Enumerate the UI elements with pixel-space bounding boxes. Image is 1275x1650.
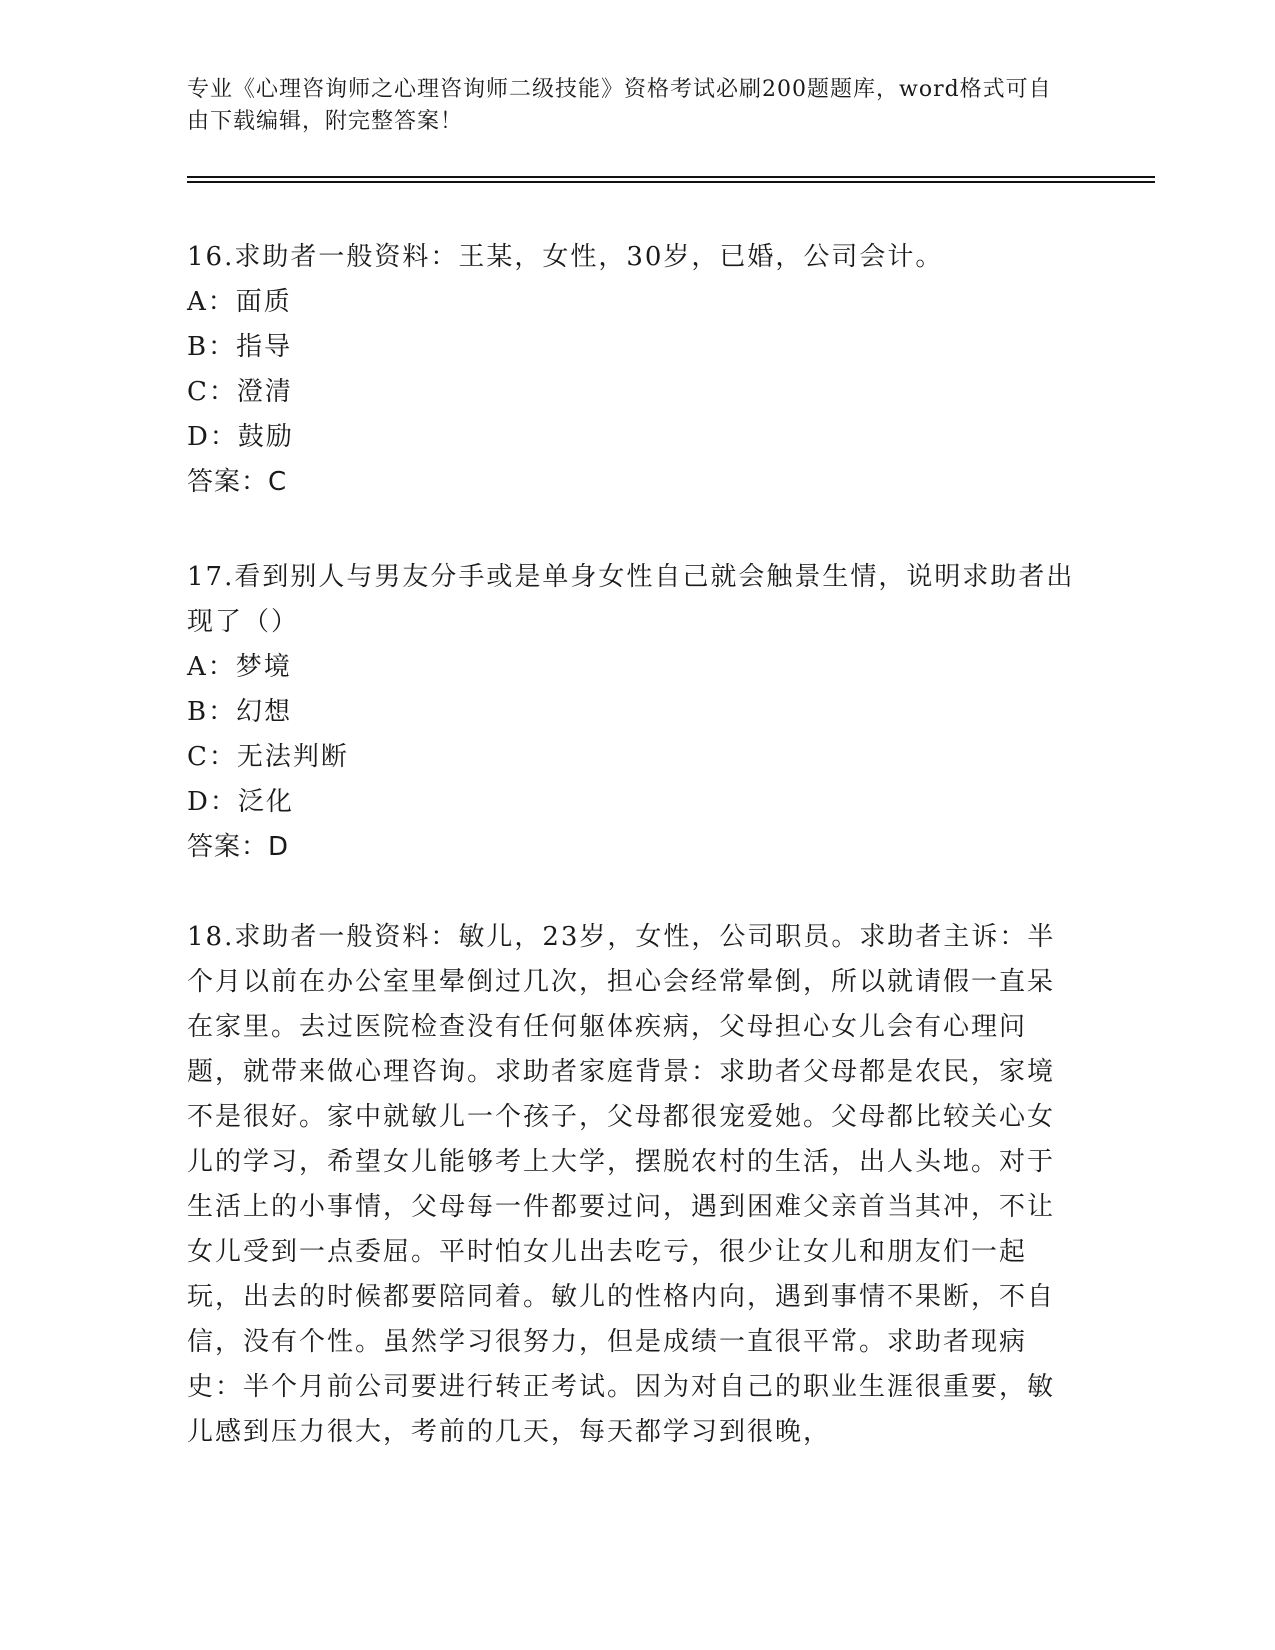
option-a: A：面质 — [187, 287, 292, 317]
option-b: B：指导 — [187, 332, 293, 362]
question-17 — [187, 555, 1087, 870]
question-16 — [187, 235, 1087, 505]
option-d: D：鼓励 — [187, 422, 294, 452]
question-stem: 17.看到别人与男友分手或是单身女性自己就会触景生情，说明求助者出现了（） — [187, 562, 1075, 637]
question-stem: 18.求助者一般资料：敏儿，23岁，女性，公司职员。求助者主诉：半个月以前在办公室里晕倒过几次，担心会经常晕倒，所以就请假一直呆在家里。去过医院检查没有任何躯体疾病，父母担心女儿会有心理问题，就带来做心理咨询。求助者家庭背景：求助者父母都是农民，家境不是很好。家中就敏儿一个孩子，父母都很宠爱她。父母都比较关心女儿的学习，希望女儿能够考上大学，摆脱农村的生活，出人头地。对于生活上的小事情，父母每一件都要过问，遇到困难父亲首当其冲，不让女儿受到一点委屈。平时怕女儿出去吃亏，很少让女儿和朋友们一起玩，出去的时候都要陪同着。敏儿的性格内向，遇到事情不果断，不自信，没有个性。虽然学习很努力，但是成绩一直很平常。求助者现病史：半个月前公司要进行转正考试。因为对自己的职业生涯很重要，敏儿感到压力很大，考前的几天，每天都学习到很晚， — [187, 922, 1056, 1447]
option-c: C：无法判断 — [187, 742, 349, 772]
option-c: C：澄清 — [187, 377, 293, 407]
answer-line: 答案：D — [187, 832, 290, 862]
question-stem: 16.求助者一般资料：王某，女性，30岁，已婚，公司会计。 — [187, 242, 944, 272]
header-divider-bottom — [187, 181, 1155, 183]
option-b: B：幻想 — [187, 697, 293, 727]
header-divider-top — [187, 176, 1155, 178]
document-header: 专业《心理咨询师之心理咨询师二级技能》资格考试必刷200题题库，word格式可自由下载编辑，附完整答案！ — [187, 77, 1052, 134]
answer-line: 答案：C — [187, 467, 288, 497]
option-d: D：泛化 — [187, 787, 294, 817]
option-a: A：梦境 — [187, 652, 292, 682]
question-18 — [187, 915, 1087, 1455]
